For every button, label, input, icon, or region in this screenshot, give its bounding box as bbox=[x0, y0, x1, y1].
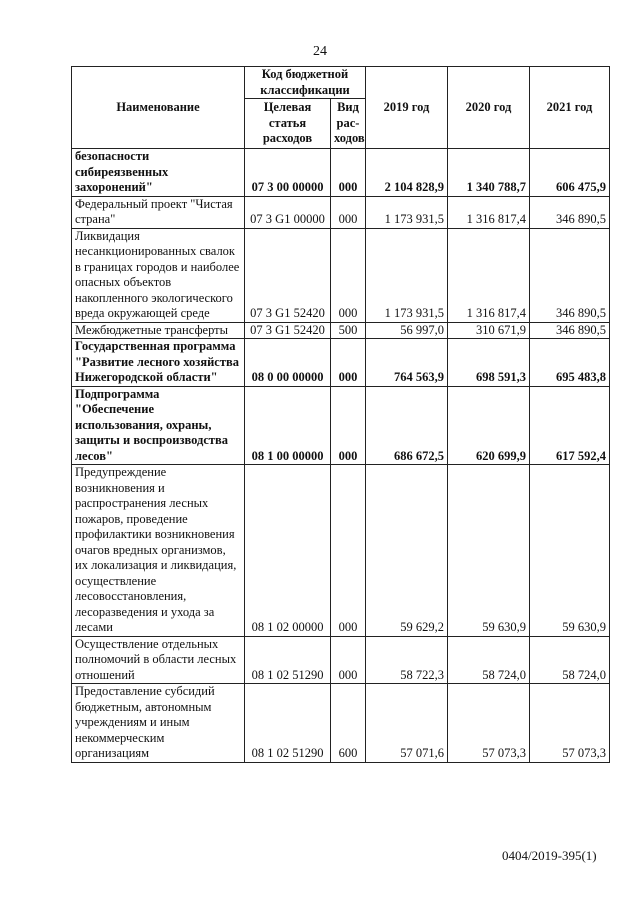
cell-name: Предоставление субсидий бюджетным, автономным учреждениям и иным некоммерческим организациям bbox=[72, 684, 245, 763]
cell-y2020: 59 630,9 bbox=[448, 465, 530, 637]
cell-y2019: 1 173 931,5 bbox=[366, 196, 448, 228]
header-2021: 2021 год bbox=[530, 67, 610, 149]
document-number: 0404/2019-395(1) bbox=[502, 848, 597, 863]
cell-y2021: 606 475,9 bbox=[530, 149, 610, 197]
table-row bbox=[72, 149, 610, 197]
cell-y2020: 620 699,9 bbox=[448, 386, 530, 465]
cell-name: Государственная программа "Развитие лесного хозяйства Нижегородской области" bbox=[72, 339, 245, 387]
cell-vid: 000 bbox=[331, 339, 366, 387]
cell-vid: 000 bbox=[331, 386, 366, 465]
cell-code: 08 1 02 51290 bbox=[245, 636, 331, 684]
cell-y2019: 764 563,9 bbox=[366, 339, 448, 387]
table-row bbox=[72, 339, 610, 387]
cell-code: 08 1 02 00000 bbox=[245, 465, 331, 637]
cell-y2019: 58 722,3 bbox=[366, 636, 448, 684]
cell-y2020: 310 671,9 bbox=[448, 322, 530, 339]
cell-code: 07 3 00 00000 bbox=[245, 149, 331, 197]
cell-y2020: 58 724,0 bbox=[448, 636, 530, 684]
header-name: Наименование bbox=[72, 67, 245, 149]
cell-vid: 000 bbox=[331, 149, 366, 197]
cell-name: Ликвидация несанкционированных свалок в границах городов и наиболее опасных объектов накопленного экологического вреда окружающей среде bbox=[72, 228, 245, 322]
cell-vid: 000 bbox=[331, 465, 366, 637]
cell-name: Осуществление отдельных полномочий в области лесных отношений bbox=[72, 636, 245, 684]
table-row bbox=[72, 684, 610, 763]
cell-vid: 500 bbox=[331, 322, 366, 339]
header-2019: 2019 год bbox=[366, 67, 448, 149]
header-target-article: Целевая статья расходов bbox=[245, 99, 331, 149]
cell-y2020: 1 316 817,4 bbox=[448, 196, 530, 228]
cell-y2021: 346 890,5 bbox=[530, 228, 610, 322]
cell-vid: 000 bbox=[331, 228, 366, 322]
cell-name: Предупреждение возникновения и распространения лесных пожаров, проведение профилактики возникновения очагов вредных организмов, их локализация и ликвидация, осуществление лесовосстановления, лесоразведения и ухода за лесами bbox=[72, 465, 245, 637]
header-expense-type: Вид рас-ходов bbox=[331, 99, 366, 149]
cell-y2021: 617 592,4 bbox=[530, 386, 610, 465]
cell-code: 07 3 G1 52420 bbox=[245, 228, 331, 322]
cell-y2021: 346 890,5 bbox=[530, 322, 610, 339]
cell-code: 08 1 00 00000 bbox=[245, 386, 331, 465]
cell-y2019: 59 629,2 bbox=[366, 465, 448, 637]
cell-code: 08 1 02 51290 bbox=[245, 684, 331, 763]
cell-code: 07 3 G1 00000 bbox=[245, 196, 331, 228]
cell-y2019: 2 104 828,9 bbox=[366, 149, 448, 197]
budget-table bbox=[71, 66, 610, 763]
cell-name: безопасности сибиреязвенных захоронений" bbox=[72, 149, 245, 197]
cell-y2020: 698 591,3 bbox=[448, 339, 530, 387]
table-row bbox=[72, 228, 610, 322]
cell-y2021: 57 073,3 bbox=[530, 684, 610, 763]
cell-y2021: 346 890,5 bbox=[530, 196, 610, 228]
cell-y2020: 1 316 817,4 bbox=[448, 228, 530, 322]
cell-y2019: 57 071,6 bbox=[366, 684, 448, 763]
cell-y2021: 59 630,9 bbox=[530, 465, 610, 637]
table-row bbox=[72, 636, 610, 684]
header-code-group: Код бюджетной классификации bbox=[245, 67, 366, 99]
cell-y2020: 57 073,3 bbox=[448, 684, 530, 763]
cell-y2021: 58 724,0 bbox=[530, 636, 610, 684]
cell-vid: 000 bbox=[331, 636, 366, 684]
cell-name: Межбюджетные трансферты bbox=[72, 322, 245, 339]
cell-code: 08 0 00 00000 bbox=[245, 339, 331, 387]
cell-vid: 000 bbox=[331, 196, 366, 228]
cell-y2020: 1 340 788,7 bbox=[448, 149, 530, 197]
table-row bbox=[72, 322, 610, 339]
cell-name: Подпрограмма "Обеспечение использования, охраны, защиты и воспроизводства лесов" bbox=[72, 386, 245, 465]
cell-code: 07 3 G1 52420 bbox=[245, 322, 331, 339]
cell-y2019: 686 672,5 bbox=[366, 386, 448, 465]
table-row bbox=[72, 465, 610, 637]
table-row bbox=[72, 386, 610, 465]
table-row bbox=[72, 196, 610, 228]
cell-name: Федеральный проект "Чистая страна" bbox=[72, 196, 245, 228]
page-number: 24 bbox=[313, 44, 327, 59]
cell-vid: 600 bbox=[331, 684, 366, 763]
cell-y2019: 56 997,0 bbox=[366, 322, 448, 339]
header-2020: 2020 год bbox=[448, 67, 530, 149]
cell-y2021: 695 483,8 bbox=[530, 339, 610, 387]
cell-y2019: 1 173 931,5 bbox=[366, 228, 448, 322]
